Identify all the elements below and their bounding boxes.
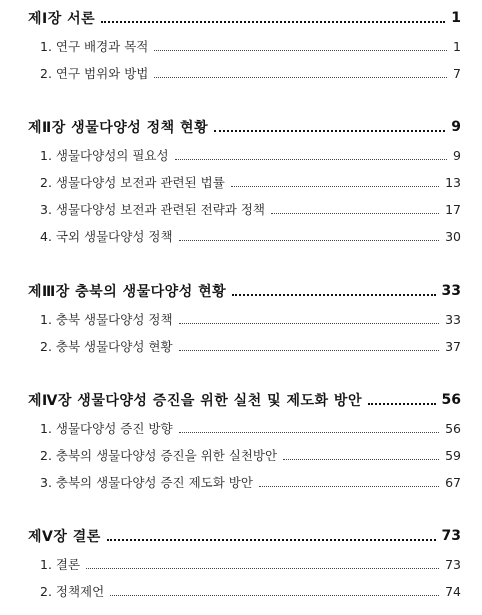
dot-leader	[179, 350, 440, 351]
chapter-title: 제Ⅳ장 생물다양성 증진을 위한 실천 및 제도화 방안	[28, 393, 362, 409]
chapter-page-number: 73	[441, 528, 461, 544]
section-page-number: 59	[445, 447, 461, 463]
dot-leader	[231, 186, 439, 187]
dot-leader	[368, 403, 436, 405]
toc-chapter-1[interactable]	[0, 8, 482, 28]
dot-leader	[283, 459, 439, 460]
chapter-page-number: 56	[441, 392, 461, 408]
dot-leader	[110, 595, 439, 596]
toc-section[interactable]	[0, 581, 482, 601]
section-title: 1. 연구 배경과 목적	[40, 39, 149, 54]
toc-section[interactable]	[0, 418, 482, 438]
section-title: 1. 생물다양성의 필요성	[40, 148, 169, 163]
chapter-title: 제Ⅱ장 생물다양성 정책 현황	[28, 120, 209, 136]
toc-chapter-3[interactable]	[0, 281, 482, 301]
section-page-number: 73	[445, 556, 461, 572]
section-page-number: 7	[453, 65, 461, 81]
toc-section[interactable]	[0, 172, 482, 192]
dot-leader	[154, 50, 447, 51]
section-title: 1. 생물다양성 증진 방향	[40, 421, 173, 436]
section-title: 2. 충북 생물다양성 현황	[40, 339, 173, 354]
section-title: 1. 결론	[40, 557, 81, 572]
dot-leader	[101, 21, 445, 23]
section-title: 3. 생물다양성 보전과 관련된 전략과 정책	[40, 202, 265, 217]
toc-chapter-2[interactable]	[0, 117, 482, 137]
dot-leader	[232, 294, 435, 296]
section-title: 4. 국외 생물다양성 정책	[40, 229, 173, 244]
chapter-title: 제Ⅴ장 결론	[28, 529, 101, 545]
dot-leader	[154, 77, 447, 78]
section-page-number: 33	[445, 311, 461, 327]
toc-section[interactable]	[0, 199, 482, 219]
section-page-number: 56	[445, 420, 461, 436]
chapter-page-number: 33	[441, 283, 461, 299]
section-page-number: 30	[445, 228, 461, 244]
section-page-number: 13	[445, 174, 461, 190]
dot-leader	[86, 568, 439, 569]
dot-leader	[175, 159, 447, 160]
section-title: 2. 생물다양성 보전과 관련된 법률	[40, 175, 225, 190]
section-page-number: 9	[453, 147, 461, 163]
dot-leader	[214, 130, 445, 132]
section-title: 2. 정책제언	[40, 584, 105, 599]
toc-chapter-4[interactable]	[0, 390, 482, 410]
dot-leader	[259, 486, 439, 487]
section-page-number: 74	[445, 583, 461, 599]
toc-section[interactable]	[0, 554, 482, 574]
section-page-number: 1	[453, 38, 461, 54]
section-page-number: 37	[445, 338, 461, 354]
chapter-title: 제Ⅲ장 충북의 생물다양성 현황	[28, 284, 227, 300]
dot-leader	[179, 240, 440, 241]
toc-section[interactable]	[0, 63, 482, 83]
dot-leader	[107, 539, 436, 541]
chapter-page-number: 1	[451, 10, 461, 26]
dot-leader	[271, 213, 439, 214]
chapter-page-number: 9	[451, 119, 461, 135]
toc-section[interactable]	[0, 309, 482, 329]
dot-leader	[179, 432, 440, 433]
toc-chapter-5[interactable]	[0, 526, 482, 546]
chapter-title: 제Ⅰ장 서론	[28, 11, 96, 27]
toc-section[interactable]	[0, 336, 482, 356]
toc-section[interactable]	[0, 445, 482, 465]
section-title: 3. 충북의 생물다양성 증진 제도화 방안	[40, 475, 253, 490]
toc-section[interactable]	[0, 145, 482, 165]
toc-section[interactable]	[0, 226, 482, 246]
section-page-number: 17	[445, 201, 461, 217]
dot-leader	[179, 323, 440, 324]
toc-section[interactable]	[0, 36, 482, 56]
section-title: 1. 충북 생물다양성 정책	[40, 312, 173, 327]
toc-section[interactable]	[0, 472, 482, 492]
section-title: 2. 충북의 생물다양성 증진을 위한 실천방안	[40, 448, 278, 463]
section-title: 2. 연구 범위와 방법	[40, 66, 149, 81]
section-page-number: 67	[445, 474, 461, 490]
